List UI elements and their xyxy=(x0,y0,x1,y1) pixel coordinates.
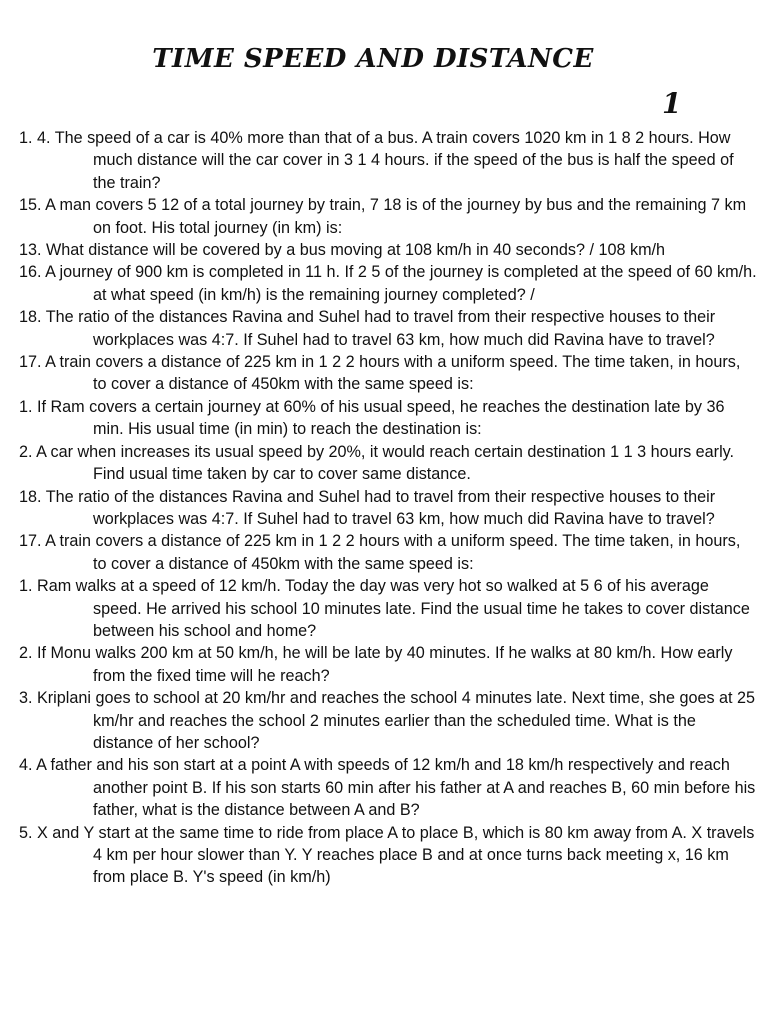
question-item: 16. A journey of 900 km is completed in 11 h. If 2 5 of the journey is completed at the speed of 60 km/h. at what speed (in km/h) is the remaining journey completed? / xyxy=(19,263,757,304)
question-item: 17. A train covers a distance of 225 km in 1 2 2 hours with a uniform speed. The time taken, in hours, to cover a distance of 450km with the same speed is: xyxy=(19,353,741,394)
document-title: TIME SPEED AND DISTANCE xyxy=(152,44,594,74)
question-item: 15. A man covers 5 12 of a total journey by train, 7 18 is of the journey by bus and the remaining 7 km on foot. His total journey (in km) is: xyxy=(19,196,747,237)
question-item: 5. X and Y start at the same time to ride from place A to place B, which is 80 km away from A. X travels 4 km per hour slower than Y. Y reaches place B and at once turns back meeting x, 16 km from place B. Y's speed (in km/h) xyxy=(19,823,755,887)
question-item: 4. A father and his son start at a point A with speeds of 12 km/h and 18 km/h respectively and reach another point B. If his son starts 60 min after his father at A and reaches B, 60 min before his father, what is the distance between A and B? xyxy=(19,756,756,820)
question-item: 1. 4. The speed of a car is 40% more than that of a bus. A train covers 1020 km in 1 8 2 hours. How much distance will the car cover in 3 1 4 hours. if the speed of the bus is half the speed of the train? xyxy=(19,129,734,192)
question-item: 2. A car when increases its usual speed by 20%, it would reach certain destination 1 1 3 hours early. Find usual time taken by car to cover same distance. xyxy=(19,442,735,484)
question-item: 13. What distance will be covered by a bus moving at 108 km/h in 40 seconds? / 108 km/h xyxy=(19,241,666,260)
question-item: 1. Ram walks at a speed of 12 km/h. Today the day was very hot so walked at 5 6 of his average speed. He arrived his school 10 minutes late. Find the usual time he takes to cover distance between his school and home? xyxy=(19,577,750,640)
question-list xyxy=(19,127,757,889)
question-item: 17. A train covers a distance of 225 km in 1 2 2 hours with a uniform speed. The time taken, in hours, to cover a distance of 450km with the same speed is: xyxy=(19,532,741,573)
question-item: 3. Kriplani goes to school at 20 km/hr and reaches the school 4 minutes late. Next time, she goes at 25 km/hr and reaches the school 2 minutes earlier than the scheduled time. What is the distance of her school? xyxy=(19,689,756,752)
page-number: 1 xyxy=(662,87,682,120)
question-item: 18. The ratio of the distances Ravina and Suhel had to travel from their respective houses to their workplaces was 4:7. If Suhel had to travel 63 km, how much did Ravina have to travel? xyxy=(19,487,716,528)
question-item: 18. The ratio of the distances Ravina and Suhel had to travel from their respective houses to their workplaces was 4:7. If Suhel had to travel 63 km, how much did Ravina have to travel? xyxy=(19,308,716,349)
question-item: 2. If Monu walks 200 km at 50 km/h, he will be late by 40 minutes. If he walks at 80 km/h. How early from the fixed time will he reach? xyxy=(19,644,733,685)
question-item: 1. If Ram covers a certain journey at 60% of his usual speed, he reaches the destination late by 36 min. His usual time (in min) to reach the destination is: xyxy=(19,397,725,439)
